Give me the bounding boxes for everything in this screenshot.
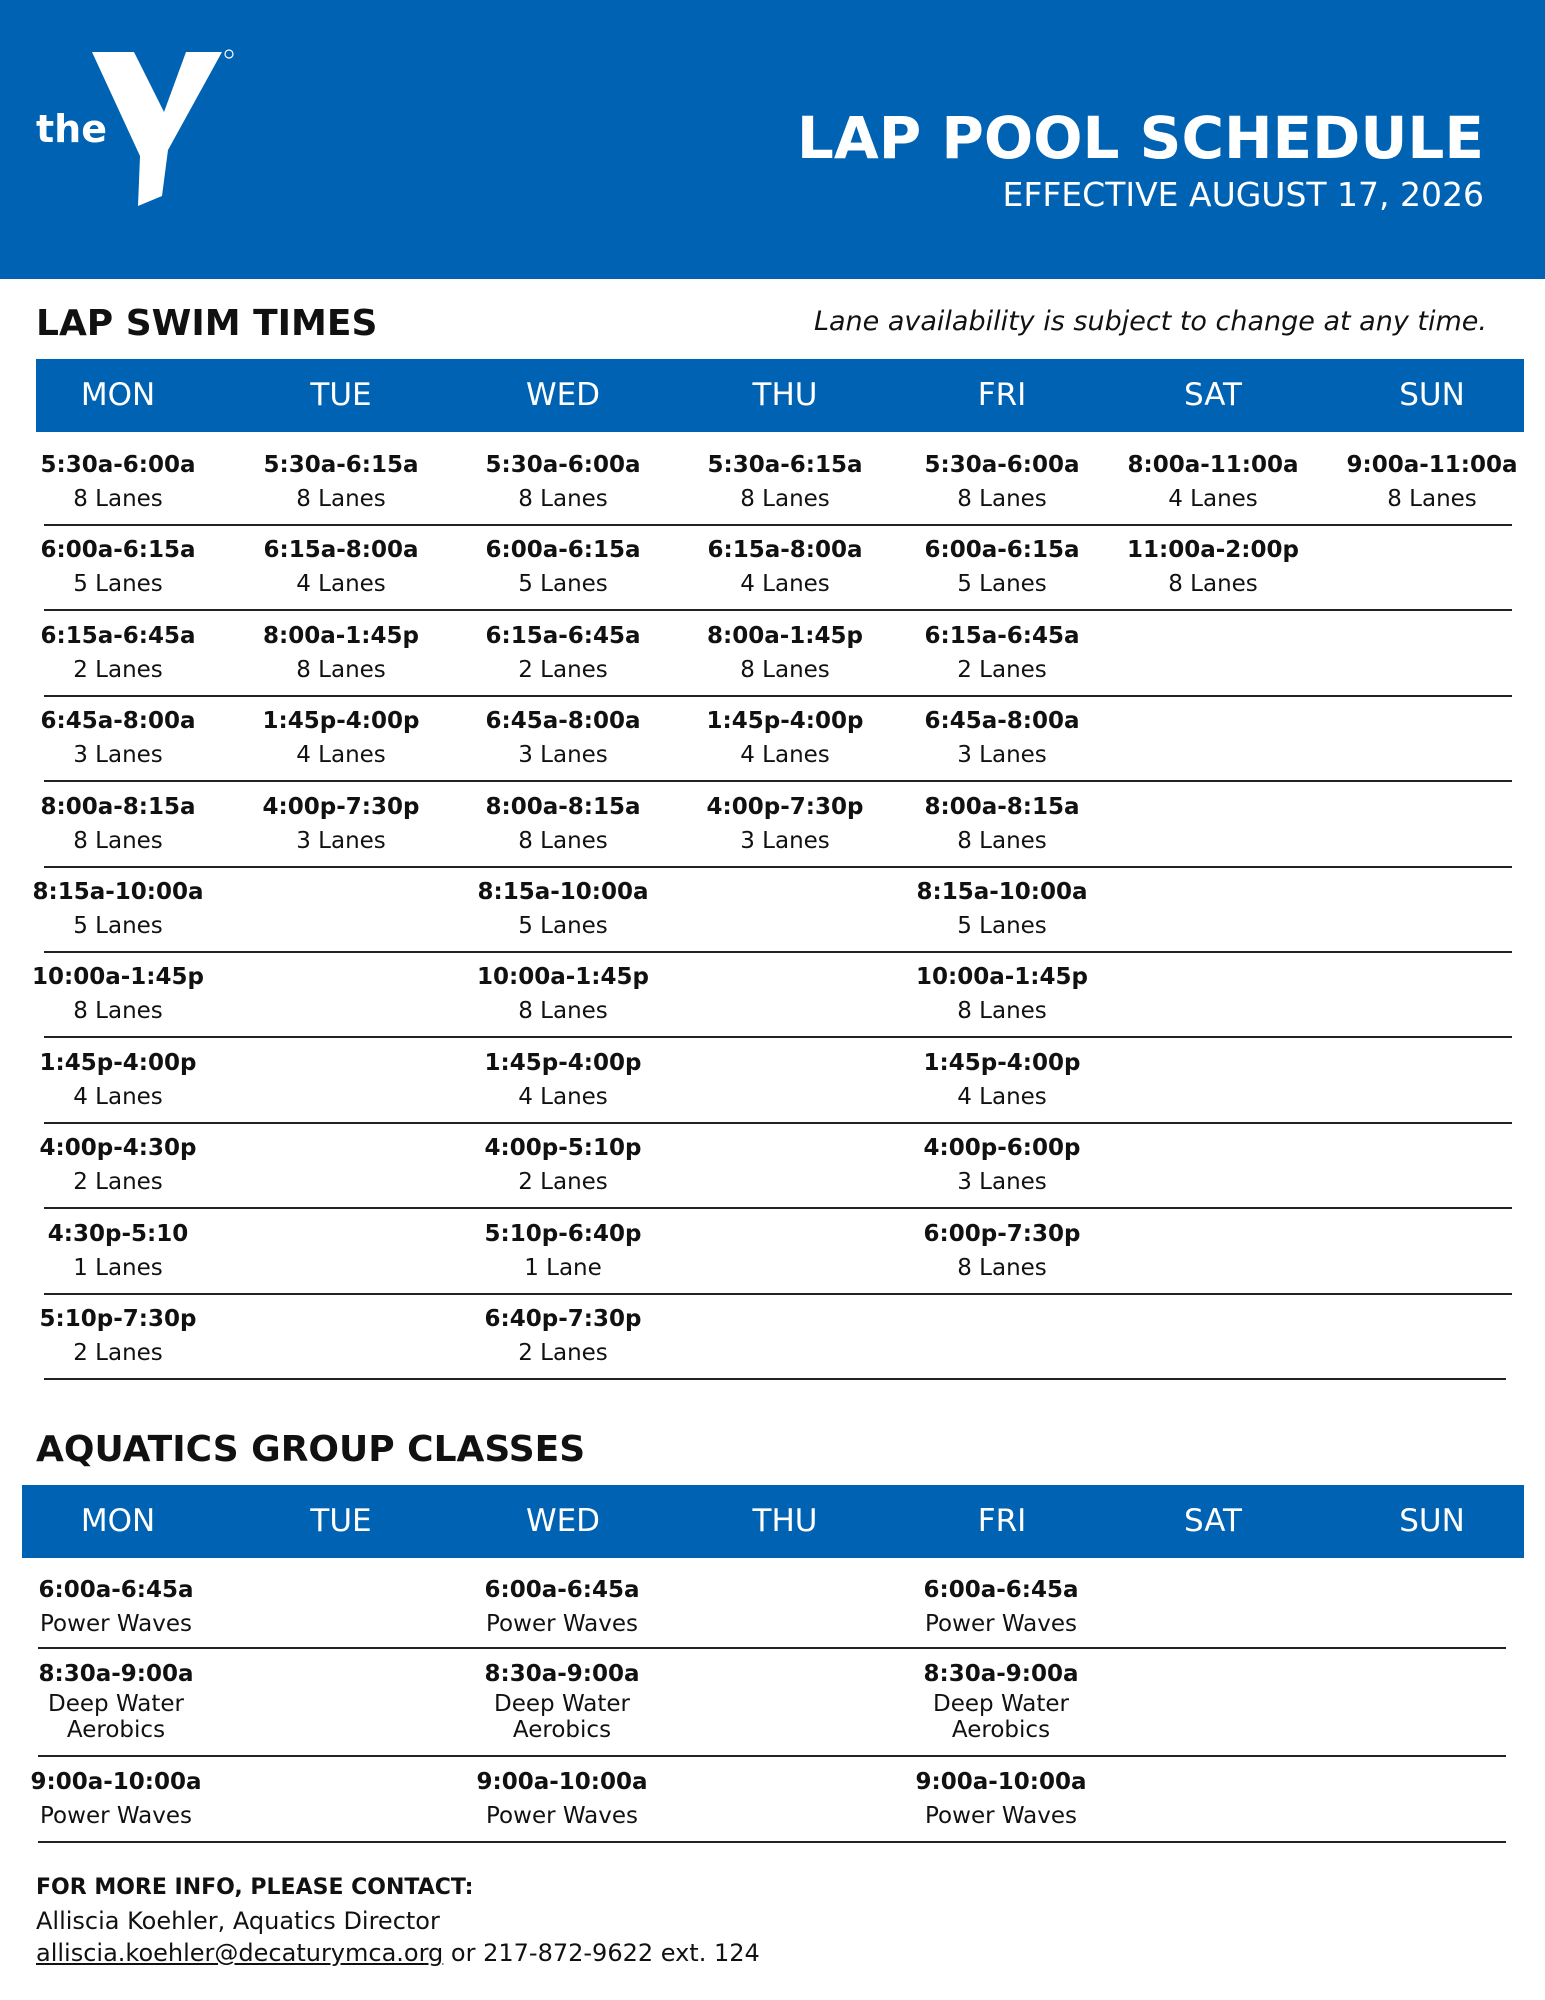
- slot-lanes: 4 Lanes: [740, 571, 830, 598]
- lap-slot: [916, 960, 1088, 1028]
- slot-time: 4:00p-7:30p: [262, 793, 420, 820]
- class-time: 9:00a-10:00a: [30, 1769, 202, 1795]
- row-divider: [44, 1378, 1506, 1380]
- lap-day-fri: FRI: [977, 377, 1027, 413]
- class-time: 6:00a-6:45a: [923, 1577, 1079, 1603]
- slot-time: 6:15a-8:00a: [707, 537, 863, 564]
- class-name: Power Waves: [40, 1611, 192, 1637]
- slot-time: 6:00a-6:15a: [485, 537, 641, 564]
- class-time: 6:00a-6:45a: [484, 1577, 640, 1603]
- slot-time: 11:00a-2:00p: [1127, 537, 1299, 564]
- class-row-divider: [38, 1841, 1506, 1843]
- class-time: 6:00a-6:45a: [38, 1577, 194, 1603]
- lap-slot: [40, 448, 195, 516]
- contact-line: [36, 1939, 760, 1967]
- slot-lanes: 8 Lanes: [957, 486, 1047, 512]
- slot-lanes: 3 Lanes: [957, 1169, 1047, 1196]
- slot-lanes: 5 Lanes: [73, 913, 163, 939]
- row-divider: [44, 1207, 1512, 1209]
- row-divider: [44, 1293, 1512, 1295]
- slot-time: 8:00a-8:15a: [40, 793, 196, 820]
- slot-lanes: 8 Lanes: [1168, 571, 1258, 598]
- classes-day-header: [22, 1485, 1524, 1558]
- row-divider: [44, 695, 1512, 697]
- class-day-wed: WED: [525, 1503, 601, 1539]
- slot-lanes: 3 Lanes: [957, 742, 1047, 769]
- slot-time: 4:00p-6:00p: [923, 1135, 1081, 1162]
- slot-time: 5:30a-6:00a: [485, 452, 641, 478]
- slot-lanes: 5 Lanes: [957, 571, 1047, 598]
- lap-swim-title: LAP SWIM TIMES: [36, 303, 378, 344]
- slot-lanes: 8 Lanes: [296, 486, 386, 512]
- slot-lanes: 2 Lanes: [518, 1340, 608, 1366]
- lap-slot: [1346, 448, 1517, 516]
- class-day-mon: MON: [80, 1503, 156, 1539]
- contact-heading: FOR MORE INFO, PLEASE CONTACT:: [36, 1875, 474, 1900]
- class-day-fri: FRI: [977, 1503, 1027, 1539]
- slot-lanes: 3 Lanes: [73, 742, 163, 769]
- class-time: 8:30a-9:00a: [923, 1661, 1079, 1687]
- slot-lanes: 5 Lanes: [957, 913, 1047, 939]
- slot-time: 8:00a-1:45p: [707, 622, 863, 649]
- lap-slot: [40, 533, 195, 601]
- class-time: 8:30a-9:00a: [38, 1661, 194, 1687]
- slot-lanes: 8 Lanes: [1387, 486, 1477, 512]
- slot-lanes: 2 Lanes: [73, 1340, 163, 1366]
- lap-slot: [477, 875, 648, 943]
- slot-lanes: 8 Lanes: [957, 998, 1047, 1025]
- slot-lanes: 1 Lanes: [73, 1254, 163, 1281]
- slot-lanes: 2 Lanes: [957, 656, 1047, 683]
- class-name: Power Waves: [40, 1803, 192, 1829]
- slot-lanes: 8 Lanes: [73, 998, 163, 1025]
- effective-date: EFFECTIVE AUGUST 17, 2026: [1002, 175, 1484, 214]
- slot-lanes: 8 Lanes: [296, 656, 386, 683]
- lap-slot: [485, 790, 640, 858]
- classes-title: AQUATICS GROUP CLASSES: [36, 1429, 586, 1470]
- lap-slot: [263, 448, 418, 516]
- slot-lanes: 4 Lanes: [740, 742, 830, 769]
- slot-time: 5:10p-6:40p: [484, 1220, 642, 1247]
- class-name: Deep Water Aerobics: [933, 1691, 1069, 1743]
- lap-slot: [707, 704, 864, 772]
- class-name: Deep Water Aerobics: [494, 1691, 630, 1743]
- slot-time: 1:45p-4:00p: [706, 708, 864, 735]
- contact-name: Alliscia Koehler, Aquatics Director: [36, 1907, 440, 1935]
- lap-slot: [32, 875, 203, 943]
- slot-time: 10:00a-1:45p: [916, 964, 1088, 991]
- class-row-divider: [38, 1647, 1506, 1649]
- lap-day-sun: SUN: [1399, 377, 1465, 413]
- slot-time: 8:00a-11:00a: [1127, 452, 1299, 478]
- lap-slot: [707, 448, 862, 516]
- class-name: Power Waves: [486, 1803, 638, 1829]
- lap-slot: [924, 1217, 1081, 1285]
- lap-day-thu: THU: [752, 377, 818, 413]
- slot-lanes: 8 Lanes: [518, 998, 608, 1025]
- lap-slot: [48, 1217, 188, 1285]
- class-time: 9:00a-10:00a: [476, 1769, 648, 1795]
- class-day-sun: SUN: [1399, 1503, 1465, 1539]
- slot-time: 6:40p-7:30p: [484, 1306, 642, 1332]
- slot-time: 1:45p-4:00p: [923, 1049, 1081, 1076]
- slot-time: 10:00a-1:45p: [477, 964, 649, 991]
- slot-time: 6:15a-6:45a: [485, 622, 641, 649]
- slot-time: 5:30a-6:15a: [263, 452, 419, 478]
- row-divider: [44, 609, 1512, 611]
- lap-slot: [40, 1046, 197, 1114]
- slot-lanes: 2 Lanes: [518, 1169, 608, 1196]
- slot-time: 5:30a-6:00a: [924, 452, 1080, 478]
- lap-slot: [32, 960, 204, 1028]
- slot-lanes: 4 Lanes: [296, 571, 386, 598]
- slot-lanes: 4 Lanes: [1168, 486, 1258, 512]
- lap-slot: [924, 448, 1079, 516]
- class-time: 9:00a-10:00a: [915, 1769, 1087, 1795]
- slot-lanes: 8 Lanes: [73, 827, 163, 854]
- lap-slot: [40, 1131, 197, 1199]
- class-slot: [30, 1765, 201, 1833]
- lap-slot: [924, 619, 1079, 687]
- lap-slot: [924, 1131, 1081, 1199]
- slot-lanes: 8 Lanes: [518, 486, 608, 512]
- lap-swim-day-header: [36, 359, 1524, 432]
- lap-slot: [485, 1217, 642, 1285]
- class-slot: [923, 1573, 1078, 1641]
- class-slot: [38, 1573, 193, 1641]
- slot-time: 4:00p-5:10p: [484, 1135, 642, 1162]
- slot-time: 8:15a-10:00a: [32, 879, 204, 905]
- slot-time: 8:00a-1:45p: [263, 622, 419, 649]
- row-divider: [44, 1122, 1512, 1124]
- slot-lanes: 8 Lanes: [518, 827, 608, 854]
- class-slot: [484, 1573, 639, 1641]
- slot-time: 4:00p-7:30p: [706, 793, 864, 820]
- slot-lanes: 8 Lanes: [957, 1254, 1047, 1281]
- row-divider: [44, 866, 1512, 868]
- lap-slot: [707, 790, 864, 858]
- slot-time: 6:15a-6:45a: [40, 622, 196, 649]
- lap-slot: [707, 533, 862, 601]
- row-divider: [44, 524, 1512, 526]
- lap-slot: [477, 960, 649, 1028]
- lap-slot: [263, 533, 418, 601]
- lap-slot: [40, 1302, 197, 1370]
- lap-slot: [40, 790, 195, 858]
- lap-day-tue: TUE: [310, 377, 372, 413]
- class-name: Power Waves: [925, 1803, 1077, 1829]
- slot-lanes: 3 Lanes: [296, 827, 386, 854]
- lap-slot: [263, 619, 419, 687]
- slot-time: 6:00p-7:30p: [923, 1220, 1081, 1247]
- lap-slot: [40, 704, 195, 772]
- class-row-divider: [38, 1755, 1506, 1757]
- class-slot: [915, 1765, 1086, 1833]
- header-banner: [0, 0, 1545, 279]
- slot-lanes: 4 Lanes: [518, 1083, 608, 1110]
- slot-time: 1:45p-4:00p: [262, 708, 420, 735]
- lap-slot: [485, 1302, 642, 1370]
- slot-lanes: 4 Lanes: [296, 742, 386, 769]
- slot-time: 6:15a-6:45a: [924, 622, 1080, 649]
- lap-day-mon: MON: [80, 377, 156, 413]
- lap-slot: [485, 704, 640, 772]
- slot-lanes: 1 Lane: [524, 1254, 602, 1281]
- slot-time: 6:45a-8:00a: [40, 708, 196, 735]
- slot-lanes: 3 Lanes: [740, 827, 830, 854]
- slot-time: 10:00a-1:45p: [32, 964, 204, 991]
- lap-slot: [924, 533, 1079, 601]
- class-slot: [38, 1657, 193, 1743]
- slot-time: 8:00a-8:15a: [485, 793, 641, 820]
- slot-time: 6:45a-8:00a: [924, 708, 1080, 735]
- logo-text: the: [36, 107, 107, 151]
- slot-time: 8:15a-10:00a: [916, 879, 1088, 905]
- slot-time: 8:15a-10:00a: [477, 879, 649, 905]
- lane-availability-note: Lane availability is subject to change at any time.: [813, 306, 1487, 337]
- slot-lanes: 8 Lanes: [73, 486, 163, 512]
- contact-phone: or 217-872-9622 ext. 124: [443, 1939, 760, 1967]
- slot-time: 5:30a-6:15a: [707, 452, 863, 478]
- slot-time: 6:15a-8:00a: [263, 537, 419, 564]
- lap-slot: [485, 619, 640, 687]
- slot-time: 1:45p-4:00p: [484, 1049, 642, 1076]
- slot-lanes: 4 Lanes: [73, 1083, 163, 1110]
- lap-slot: [485, 448, 640, 516]
- class-time: 8:30a-9:00a: [484, 1661, 640, 1687]
- row-divider: [44, 780, 1512, 782]
- slot-time: 8:00a-8:15a: [924, 793, 1080, 820]
- lap-slot: [263, 704, 420, 772]
- class-slot: [484, 1657, 639, 1743]
- contact-email-link[interactable]: alliscia.koehler@decaturymca.org: [36, 1939, 444, 1967]
- slot-lanes: 4 Lanes: [957, 1083, 1047, 1110]
- slot-time: 4:00p-4:30p: [39, 1135, 197, 1162]
- slot-time: 9:00a-11:00a: [1346, 452, 1518, 478]
- lap-slot: [485, 533, 640, 601]
- lap-slot: [707, 619, 863, 687]
- class-day-tue: TUE: [310, 1503, 372, 1539]
- lap-slot: [924, 1046, 1081, 1114]
- lap-slot: [924, 790, 1079, 858]
- class-name: Deep Water Aerobics: [48, 1691, 184, 1743]
- logo-mark: YMCA: [168, 153, 191, 187]
- slot-time: 5:30a-6:00a: [40, 452, 196, 478]
- class-day-sat: SAT: [1184, 1503, 1242, 1539]
- slot-time: 6:00a-6:15a: [924, 537, 1080, 564]
- slot-lanes: 5 Lanes: [518, 571, 608, 598]
- lap-day-sat: SAT: [1184, 377, 1242, 413]
- slot-lanes: 2 Lanes: [73, 1169, 163, 1196]
- slot-lanes: 8 Lanes: [957, 827, 1047, 854]
- slot-lanes: 3 Lanes: [518, 742, 608, 769]
- slot-lanes: 2 Lanes: [73, 656, 163, 683]
- slot-lanes: 5 Lanes: [73, 571, 163, 598]
- lap-day-wed: WED: [525, 377, 601, 413]
- lap-slot: [485, 1131, 642, 1199]
- class-slot: [923, 1657, 1078, 1743]
- slot-time: 6:45a-8:00a: [485, 708, 641, 735]
- slot-lanes: 5 Lanes: [518, 913, 608, 939]
- row-divider: [44, 951, 1512, 953]
- slot-lanes: 8 Lanes: [740, 656, 830, 683]
- class-slot: [476, 1765, 647, 1833]
- ymca-logo: [36, 46, 246, 216]
- lap-slot: [1127, 533, 1299, 601]
- row-divider: [44, 1036, 1512, 1038]
- class-name: Power Waves: [486, 1611, 638, 1637]
- class-name: Power Waves: [925, 1611, 1077, 1637]
- lap-slot: [916, 875, 1087, 943]
- slot-time: 1:45p-4:00p: [39, 1049, 197, 1076]
- page-title: LAP POOL SCHEDULE: [796, 104, 1484, 172]
- lap-slot: [1127, 448, 1298, 516]
- slot-lanes: 8 Lanes: [740, 486, 830, 512]
- slot-time: 6:00a-6:15a: [40, 537, 196, 564]
- class-day-thu: THU: [752, 1503, 818, 1539]
- slot-lanes: 2 Lanes: [518, 656, 608, 683]
- lap-slot: [485, 1046, 642, 1114]
- lap-slot: [40, 619, 195, 687]
- lap-slot: [924, 704, 1079, 772]
- slot-time: 5:10p-7:30p: [39, 1306, 197, 1332]
- slot-time: 4:30p-5:10: [47, 1220, 189, 1247]
- lap-slot: [263, 790, 420, 858]
